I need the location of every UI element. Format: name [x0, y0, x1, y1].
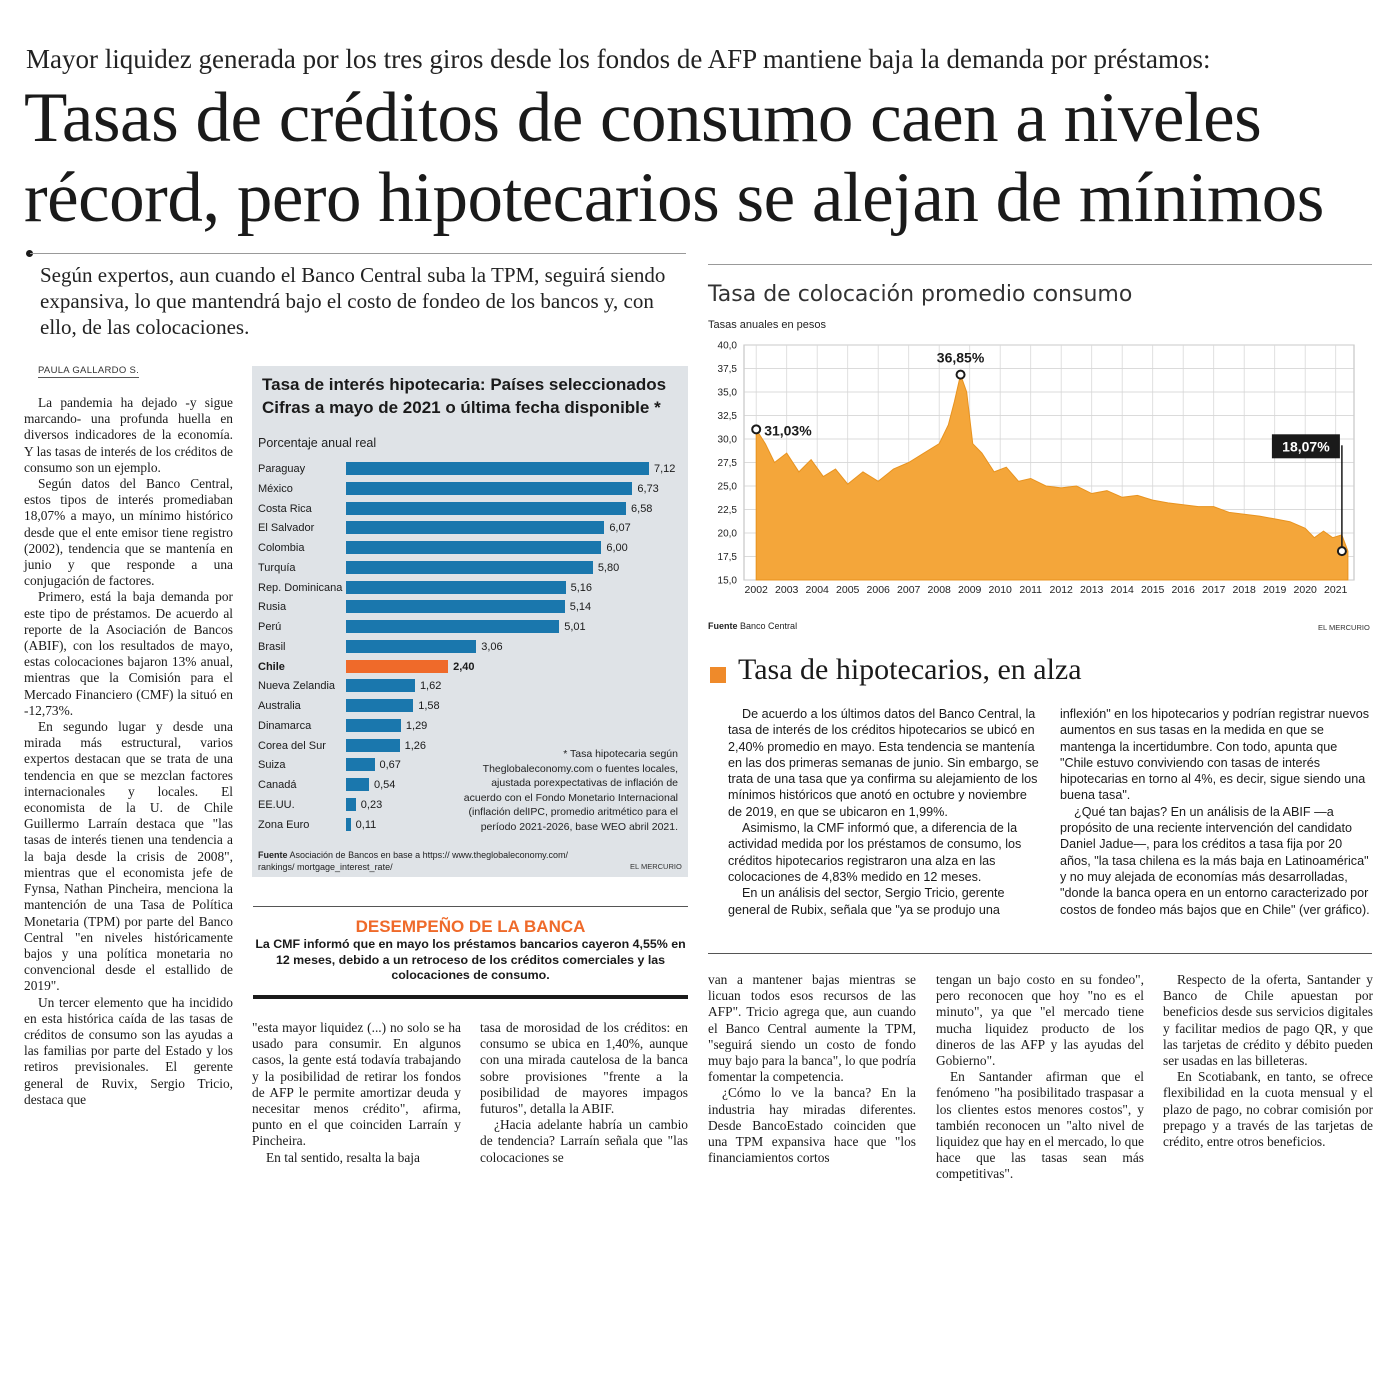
chart-subtitle: Cifras a mayo de 2021 o última fecha disponible * — [262, 398, 661, 417]
bar-value-label: 6,58 — [631, 502, 653, 515]
y-tick-label: 25,0 — [717, 481, 737, 493]
x-tick-label: 2005 — [836, 584, 860, 596]
bar — [346, 521, 604, 534]
bar — [346, 679, 415, 692]
chart-title-line: Tasa de interés hipotecaria: Países seleccionados — [262, 375, 667, 394]
annotation-label: 36,85% — [936, 349, 985, 366]
bar — [346, 502, 626, 515]
x-tick-label: 2014 — [1110, 584, 1134, 596]
bar-value-label: 1,29 — [405, 719, 428, 732]
bar-value-label: 6,07 — [609, 522, 631, 535]
divider — [30, 253, 686, 254]
bar-category-label: Turquía — [258, 561, 296, 574]
bar-value-label: 0,23 — [360, 798, 383, 811]
y-tick-label: 30,0 — [717, 434, 737, 446]
x-tick-label: 2009 — [958, 584, 982, 596]
bar-value-label: 0,67 — [379, 759, 401, 772]
paragraph: tasa de morosidad de los créditos: en consumo se ubica en 1,40%, aunque con una mirada cautelosa de la banca sobre provisiones "frente a la posibilidad de mayores impagos futuros", detalla la ABIF. — [480, 1020, 688, 1117]
x-tick-label: 2008 — [927, 584, 951, 596]
bar — [346, 600, 565, 613]
chart-credit: EL MERCURIO — [1318, 623, 1370, 632]
bar-category-label: Corea del Sur — [258, 739, 326, 752]
bar-category-label: Colombia — [258, 542, 305, 554]
bar — [346, 482, 632, 495]
x-tick-label: 2013 — [1080, 584, 1104, 596]
bar — [346, 778, 369, 791]
bar — [346, 620, 559, 633]
bar-value-label: 0,11 — [355, 818, 377, 831]
bar-value-label: 3,06 — [481, 640, 503, 653]
banca-body: La CMF informó que en mayo los préstamos bancarios cayeron 4,55% en 12 meses, debido a un retroceso de los créditos comerciales y las colocaciones de consumo. — [255, 937, 686, 982]
article-column-6 — [1163, 972, 1373, 1150]
consumer-rate-chart-subtitle: Tasas anuales en pesos — [708, 319, 827, 331]
bar-category-label: Suiza — [258, 759, 286, 772]
source-text: Banco Central — [740, 621, 798, 631]
paragraph: "esta mayor liquidez (...) no solo se ha usado para consumir. En algunos casos, la gente está todavía trabajando y la posibilidad de retirar los fondos de AFP le permite amortizar deuda y necesitar menos crédito", afirma, punto en el que coinciden Larraín y Pincheira. — [252, 1020, 461, 1149]
section-title: Tasa de hipotecarios, en alza — [738, 653, 1082, 686]
divider — [253, 906, 688, 907]
x-tick-label: 2016 — [1171, 584, 1195, 596]
bar-category-label: México — [258, 482, 293, 495]
headline: Tasas de créditos de consumo caen a niveles récord, pero hipotecarios se alejan de mínimos — [24, 79, 1324, 237]
bar — [346, 719, 401, 732]
bar — [346, 739, 400, 752]
bar — [346, 699, 413, 712]
bar — [346, 798, 356, 811]
paragraph: Asimismo, la CMF informó que, a diferencia de la actividad medida por los préstamos de consumo, los créditos hipotecarios registraron una alza en las colocaciones de 4,83% medido en 12 meses. — [728, 821, 1022, 884]
x-tick-label: 2019 — [1263, 584, 1287, 596]
article-column-5 — [936, 972, 1144, 1183]
article-column-3 — [480, 1020, 688, 1166]
paragraph: Según datos del Banco Central, estos tipos de interés promediaban 18,07% a mayo, un mínimo histórico desde que el ente emisor tiene registro (2002), tendencia que se mantenía en junio y que responde a una conjugación de factores. — [24, 476, 233, 589]
bar — [346, 561, 593, 574]
paragraph: van a mantener bajas mientras se licuan todos esos recursos de las AFP". Tricio agrega que, aun cuando el Banco Central aumente la TPM, "seguirá siendo un costo de fondo muy bajo para la banca", lo que podría fomentar la competencia. — [708, 972, 916, 1085]
bar — [346, 581, 566, 594]
x-tick-label: 2003 — [775, 584, 799, 596]
chart-unit-label: Porcentaje anual real — [258, 436, 377, 450]
paragraph: ¿Cómo lo ve la banca? En la industria hay miradas diferentes. Desde BancoEstado coinciden que una TPM expansiva hace que "los financiamientos cortos — [708, 1085, 916, 1166]
x-tick-label: 2012 — [1049, 584, 1073, 596]
x-tick-label: 2020 — [1293, 584, 1317, 596]
y-tick-label: 20,0 — [717, 528, 737, 540]
x-tick-label: 2017 — [1202, 584, 1226, 596]
x-tick-label: 2010 — [988, 584, 1012, 596]
source-label: Fuente — [258, 850, 288, 860]
paragraph: ¿Qué tan bajas? En un análisis de la ABIF —a propósito de una reciente intervención del candidato Daniel Jadue—, para los créditos a tasa fija por 20 años, "la tasa chilena es la más baja en Latinoamérica" y no muy alejada de economías más desarrolladas, "donde la banca opera en un entorno caracterizado por costos de fondeo más bajos que en Chile" (ver gráfico). — [1060, 804, 1370, 917]
lede: Según expertos, aun cuando el Banco Central suba la TPM, seguirá siendo expansiva, lo que mantendrá bajo el costo de fondeo de los bancos y, con ello, de las colocaciones. — [40, 263, 666, 339]
bar-value-label: 6,73 — [637, 482, 659, 495]
bar — [346, 462, 649, 475]
paragraph: En tal sentido, resalta la baja — [266, 1149, 420, 1165]
annotation-marker — [752, 425, 760, 433]
article-column-2 — [252, 1020, 461, 1166]
bar-category-label: Australia — [258, 700, 301, 712]
y-tick-label: 27,5 — [717, 458, 737, 469]
x-tick-label: 2007 — [897, 584, 921, 596]
kicker: Mayor liquidez generada por los tres giros desde los fondos de AFP mantiene baja la demanda por préstamos: — [26, 44, 1211, 74]
paragraph: La pandemia ha dejado -y sigue marcando- una profunda huella en diversos indicadores de la economía. Y las tasas de interés de los créditos de consumo son un ejemplo. — [24, 395, 233, 475]
y-tick-label: 17,5 — [717, 552, 737, 563]
bar-value-label: 1,26 — [404, 739, 427, 752]
paragraph: inflexión" en los hipotecarios y podrían registrar nuevos aumentos en sus tasas en la medida en que se mantenga la incertidumbre. Con todo, apunta que "Chile estuvo conviviendo con tasas de interés hipotecarias en torno al 4%, es decir, sigue siendo una buena tasa". — [1060, 707, 1369, 803]
bar-category-label: EE.UU. — [258, 798, 295, 811]
bar-value-label: 7,12 — [654, 463, 676, 475]
bar-value-label: 5,16 — [570, 581, 592, 594]
paragraph: En Santander afirman que el fenómeno "ha posibilitado traspasar a los clientes estos menores costos", y también reconocen un "alto nivel de liquidez que hay en el mercado, lo que hace que las tasas sean más competitivas". — [936, 1069, 1144, 1182]
x-tick-label: 2011 — [1019, 584, 1042, 596]
bar — [346, 541, 601, 554]
x-tick-label: 2018 — [1232, 584, 1256, 596]
bar-category-label: Nueva Zelandia — [258, 680, 336, 693]
bar-value-label: 5,80 — [597, 561, 620, 574]
bar-category-label: Dinamarca — [258, 719, 312, 732]
banca-title: DESEMPEÑO DE LA BANCA — [355, 917, 586, 936]
divider — [708, 953, 1372, 954]
bar — [346, 640, 476, 653]
bar-category-label: Rep. Dominicana — [258, 581, 343, 594]
bar-category-label: Canadá — [258, 779, 297, 791]
paragraph: tengan un bajo costo en su fondeo", pero reconocen que hoy "no es el minuto", ya que "el mercado tiene mucha liquidez producto de los dineros de las AFP y las ayudas del Gobierno". — [936, 972, 1144, 1069]
byline: PAULA GALLARDO S. — [38, 365, 140, 376]
bar-category-label: Chile — [258, 660, 285, 673]
y-tick-label: 15,0 — [717, 575, 737, 587]
bar-value-label: 1,58 — [418, 700, 440, 712]
paragraph: Un tercer elemento que ha incidido en esta histórica caída de las tasas de créditos de consumo son las ayudas a las familias por parte del Estado y los retiros previsionales. El gerente general de Ruvix, Sergio Tricio, destaca que — [24, 994, 233, 1107]
bar — [346, 660, 448, 673]
hipotecarios-column-left — [728, 706, 1041, 918]
y-tick-label: 22,5 — [717, 505, 737, 516]
bar-value-label: 5,01 — [564, 621, 586, 633]
annotation-label: 18,07% — [1282, 438, 1330, 455]
x-tick-label: 2002 — [744, 584, 768, 596]
article-column-1 — [24, 395, 233, 1108]
annotation-label: 31,03% — [764, 422, 812, 439]
bar-category-label: Paraguay — [258, 463, 306, 475]
section-marker-square — [710, 667, 726, 683]
bar-category-label: Brasil — [258, 640, 286, 653]
x-tick-label: 2004 — [805, 584, 829, 596]
bar — [346, 818, 351, 831]
divider — [708, 264, 1372, 265]
chart-note: * Tasa hipotecaria según Theglobaleconomy.com o fuentes locales, ajustada porexpectativas de inflación de acuerdo con el Fondo Monetario Internacional (inflación delIPC, promedio aritmético para el período 2021-2026, base WEO abril 2021. — [463, 748, 678, 833]
paragraph: En Scotiabank, en tanto, se ofrece flexibilidad en la cuota mensual y el plazo de pago, no cobrar comisión por prepago y a través de las tarjetas de crédito, entre otros beneficios. — [1163, 1069, 1373, 1150]
y-tick-label: 40,0 — [717, 340, 737, 352]
bar-category-label: Zona Euro — [258, 818, 310, 831]
paragraph: Primero, está la baja demanda por este tipo de préstamos. De acuerdo al reporte de la Asociación de Bancos (ABIF), con los resultados de mayo, estas colocaciones bajaron 13% anual, mientras que la Comisión para el Mercado Financiero (CMF) la situó en -12,73%. — [24, 589, 233, 718]
bar-category-label: Rusia — [258, 601, 287, 614]
chart-source — [258, 849, 598, 873]
article-column-4 — [708, 972, 916, 1166]
bar-value-label: 6,00 — [606, 542, 628, 554]
bar-category-label: El Salvador — [258, 522, 315, 535]
bar-value-label: 5,14 — [569, 601, 592, 614]
bar-value-label: 2,40 — [453, 660, 475, 673]
paragraph: ¿Hacia adelante habría un cambio de tendencia? Larraín señala que "las colocaciones se — [480, 1117, 688, 1165]
bar-value-label: 1,62 — [419, 680, 442, 693]
source-text: Asociación de Bancos en base a https:// www.theglobaleconomy.com/ rankings/ mortgage_interest_rate/ — [258, 850, 569, 872]
x-tick-label: 2021 — [1324, 584, 1348, 596]
bar-value-label: 0,54 — [373, 779, 396, 791]
paragraph: En un análisis del sector, Sergio Tricio, gerente general de Rubix, señala que "ya se produjo una — [728, 886, 1005, 917]
bar-category-label: Perú — [258, 621, 282, 633]
y-tick-label: 32,5 — [717, 411, 737, 422]
source-label: Fuente — [708, 621, 738, 631]
paragraph: De acuerdo a los últimos datos del Banco Central, la tasa de interés de los créditos hipotecarios se ubicó en 2,40% promedio en mayo. Esta tendencia se mantenía en las dos primeras semanas de junio. Sin embargo, se trata de una tasa que ya confirma su alejamiento de los mínimos históricos que anotó en octubre y noviembre de 2019, en que se ubicaron en 1,99%. — [728, 707, 1039, 819]
bar — [346, 758, 375, 771]
y-tick-label: 35,0 — [717, 387, 737, 399]
paragraph: Respecto de la oferta, Santander y Banco de Chile apuestan por beneficios desde sus servicios digitales y facilitar medios de pago QR, y que las tarjetas de crédito y débito pueden ser usadas en las billeteras. — [1163, 972, 1373, 1069]
y-tick-label: 37,5 — [717, 364, 737, 375]
consumer-rate-area-chart — [700, 333, 1380, 605]
x-tick-label: 2015 — [1141, 584, 1165, 596]
x-tick-label: 2006 — [866, 584, 890, 596]
consumer-rate-chart-title: Tasa de colocación promedio consumo — [708, 282, 1133, 307]
hipotecarios-column-right — [1060, 706, 1373, 918]
annotation-marker — [957, 371, 965, 379]
annotation-marker — [1338, 547, 1346, 555]
divider — [253, 995, 688, 999]
chart-source — [708, 621, 797, 631]
chart-title — [262, 373, 686, 419]
paragraph: En segundo lugar y desde una mirada más estructural, varios expertos destacan que se trata de una tendencia en que se mezclan factores internacionales y locales. El economista de la U. de Chile Guillermo Larraín destaca que "las tasas de interés tienen una tendencia a la baja desde la crisis de 2008", mientras que el economista jefe de Fynsa, Nathan Pincheira, menciona la mantención de una Tasa de Política Monetaria (TPM) por parte del Banco Central "en niveles históricamente bajos y una política monetaria no convencional desde el estallido de 2019". — [24, 719, 233, 994]
bar-category-label: Costa Rica — [258, 502, 312, 515]
chart-credit: EL MERCURIO — [630, 862, 682, 871]
